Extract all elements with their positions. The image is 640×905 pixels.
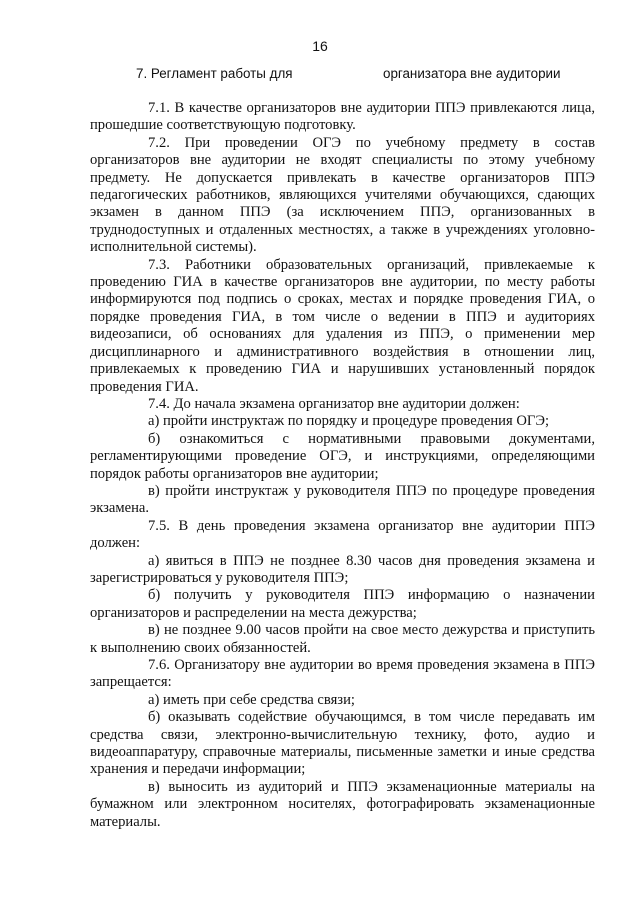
- paragraph-7-1: 7.1. В качестве организаторов вне аудитории ППЭ привлекаются лица, прошедшие соответствующую подготовку.: [90, 100, 595, 134]
- list-item-7-4-a: а) пройти инструктаж по порядку и процедуре проведения ОГЭ;: [148, 413, 550, 430]
- list-item-7-6-c: в) выносить из аудиторий и ППЭ экзаменационные материалы на бумажном или электронном носителях, фотографировать экзаменационные материалы.: [90, 778, 595, 830]
- section-title: [0, 66, 640, 84]
- list-item-7-6-b: б) оказывать содействие обучающимся, в том числе передавать им средства связи, электронно-вычислительную технику, фото, аудио и видеоаппаратуру, справочные материалы, письменные заметки и иные средства хранения и передачи информации;: [90, 709, 595, 778]
- list-item-7-5-a: а) явиться в ППЭ не позднее 8.30 часов дня проведения экзамена и зарегистрироваться у руководителя ППЭ;: [90, 552, 595, 586]
- list-item-7-5-c: в) не позднее 9.00 часов пройти на свое место дежурства и приступить к выполнению своих обязанностей.: [90, 622, 595, 656]
- list-item-7-5-b: б) получить у руководителя ППЭ информацию о назначении организаторов и распределении на места дежурства;: [90, 587, 595, 621]
- paragraph-7-6: 7.6. Организатору вне аудитории во время проведения экзамена в ППЭ запрещается:: [90, 657, 595, 691]
- section-title-right: организатора вне аудитории: [383, 66, 561, 81]
- list-item-7-4-c: в) пройти инструктаж у руководителя ППЭ по процедуре проведения экзамена.: [90, 482, 595, 517]
- paragraph-7-4: 7.4. До начала экзамена организатор вне аудитории должен:: [148, 395, 520, 412]
- section-title-left: 7. Регламент работы для: [136, 66, 293, 81]
- paragraph-7-3: 7.3. Работники образовательных организаций, привлекаемые к проведению ГИА в качестве организаторов вне аудитории, по месту работы информируются под подпись о сроках, местах и порядке проведения ГИА, о порядке проведения ГИА, в том числе о ведении в ППЭ и аудиториях видеозаписи, об основаниях для удаления из ППЭ, о применении мер дисциплинарного и административного воздействия в отношении лиц, привлекаемых к проведению ГИА и нарушивших установленный порядок проведения ГИА.: [90, 256, 595, 395]
- document-body: [90, 100, 595, 831]
- paragraph-7-5: 7.5. В день проведения экзамена организатор вне аудитории ППЭ должен:: [90, 517, 595, 552]
- paragraph-7-2: 7.2. При проведении ОГЭ по учебному предмету в состав организаторов вне аудитории не входят специалисты по этому учебному предмету. Не допускается привлекать в качестве организаторов ППЭ педагогических работников, являющихся учителями обучающихся, сдающих экзамен в данном ППЭ (за исключением ППЭ, организованных в труднодоступных и отдаленных местностях, а также в учреждениях уголовно-исполнительной системы).: [90, 134, 595, 256]
- list-item-7-6-a: а) иметь при себе средства связи;: [148, 691, 355, 708]
- page-number: 16: [312, 38, 328, 54]
- list-item-7-4-b: б) ознакомиться с нормативными правовыми документами, регламентирующими проведение ОГЭ, и инструкциями, определяющими порядок работы организаторов вне аудитории;: [90, 430, 595, 482]
